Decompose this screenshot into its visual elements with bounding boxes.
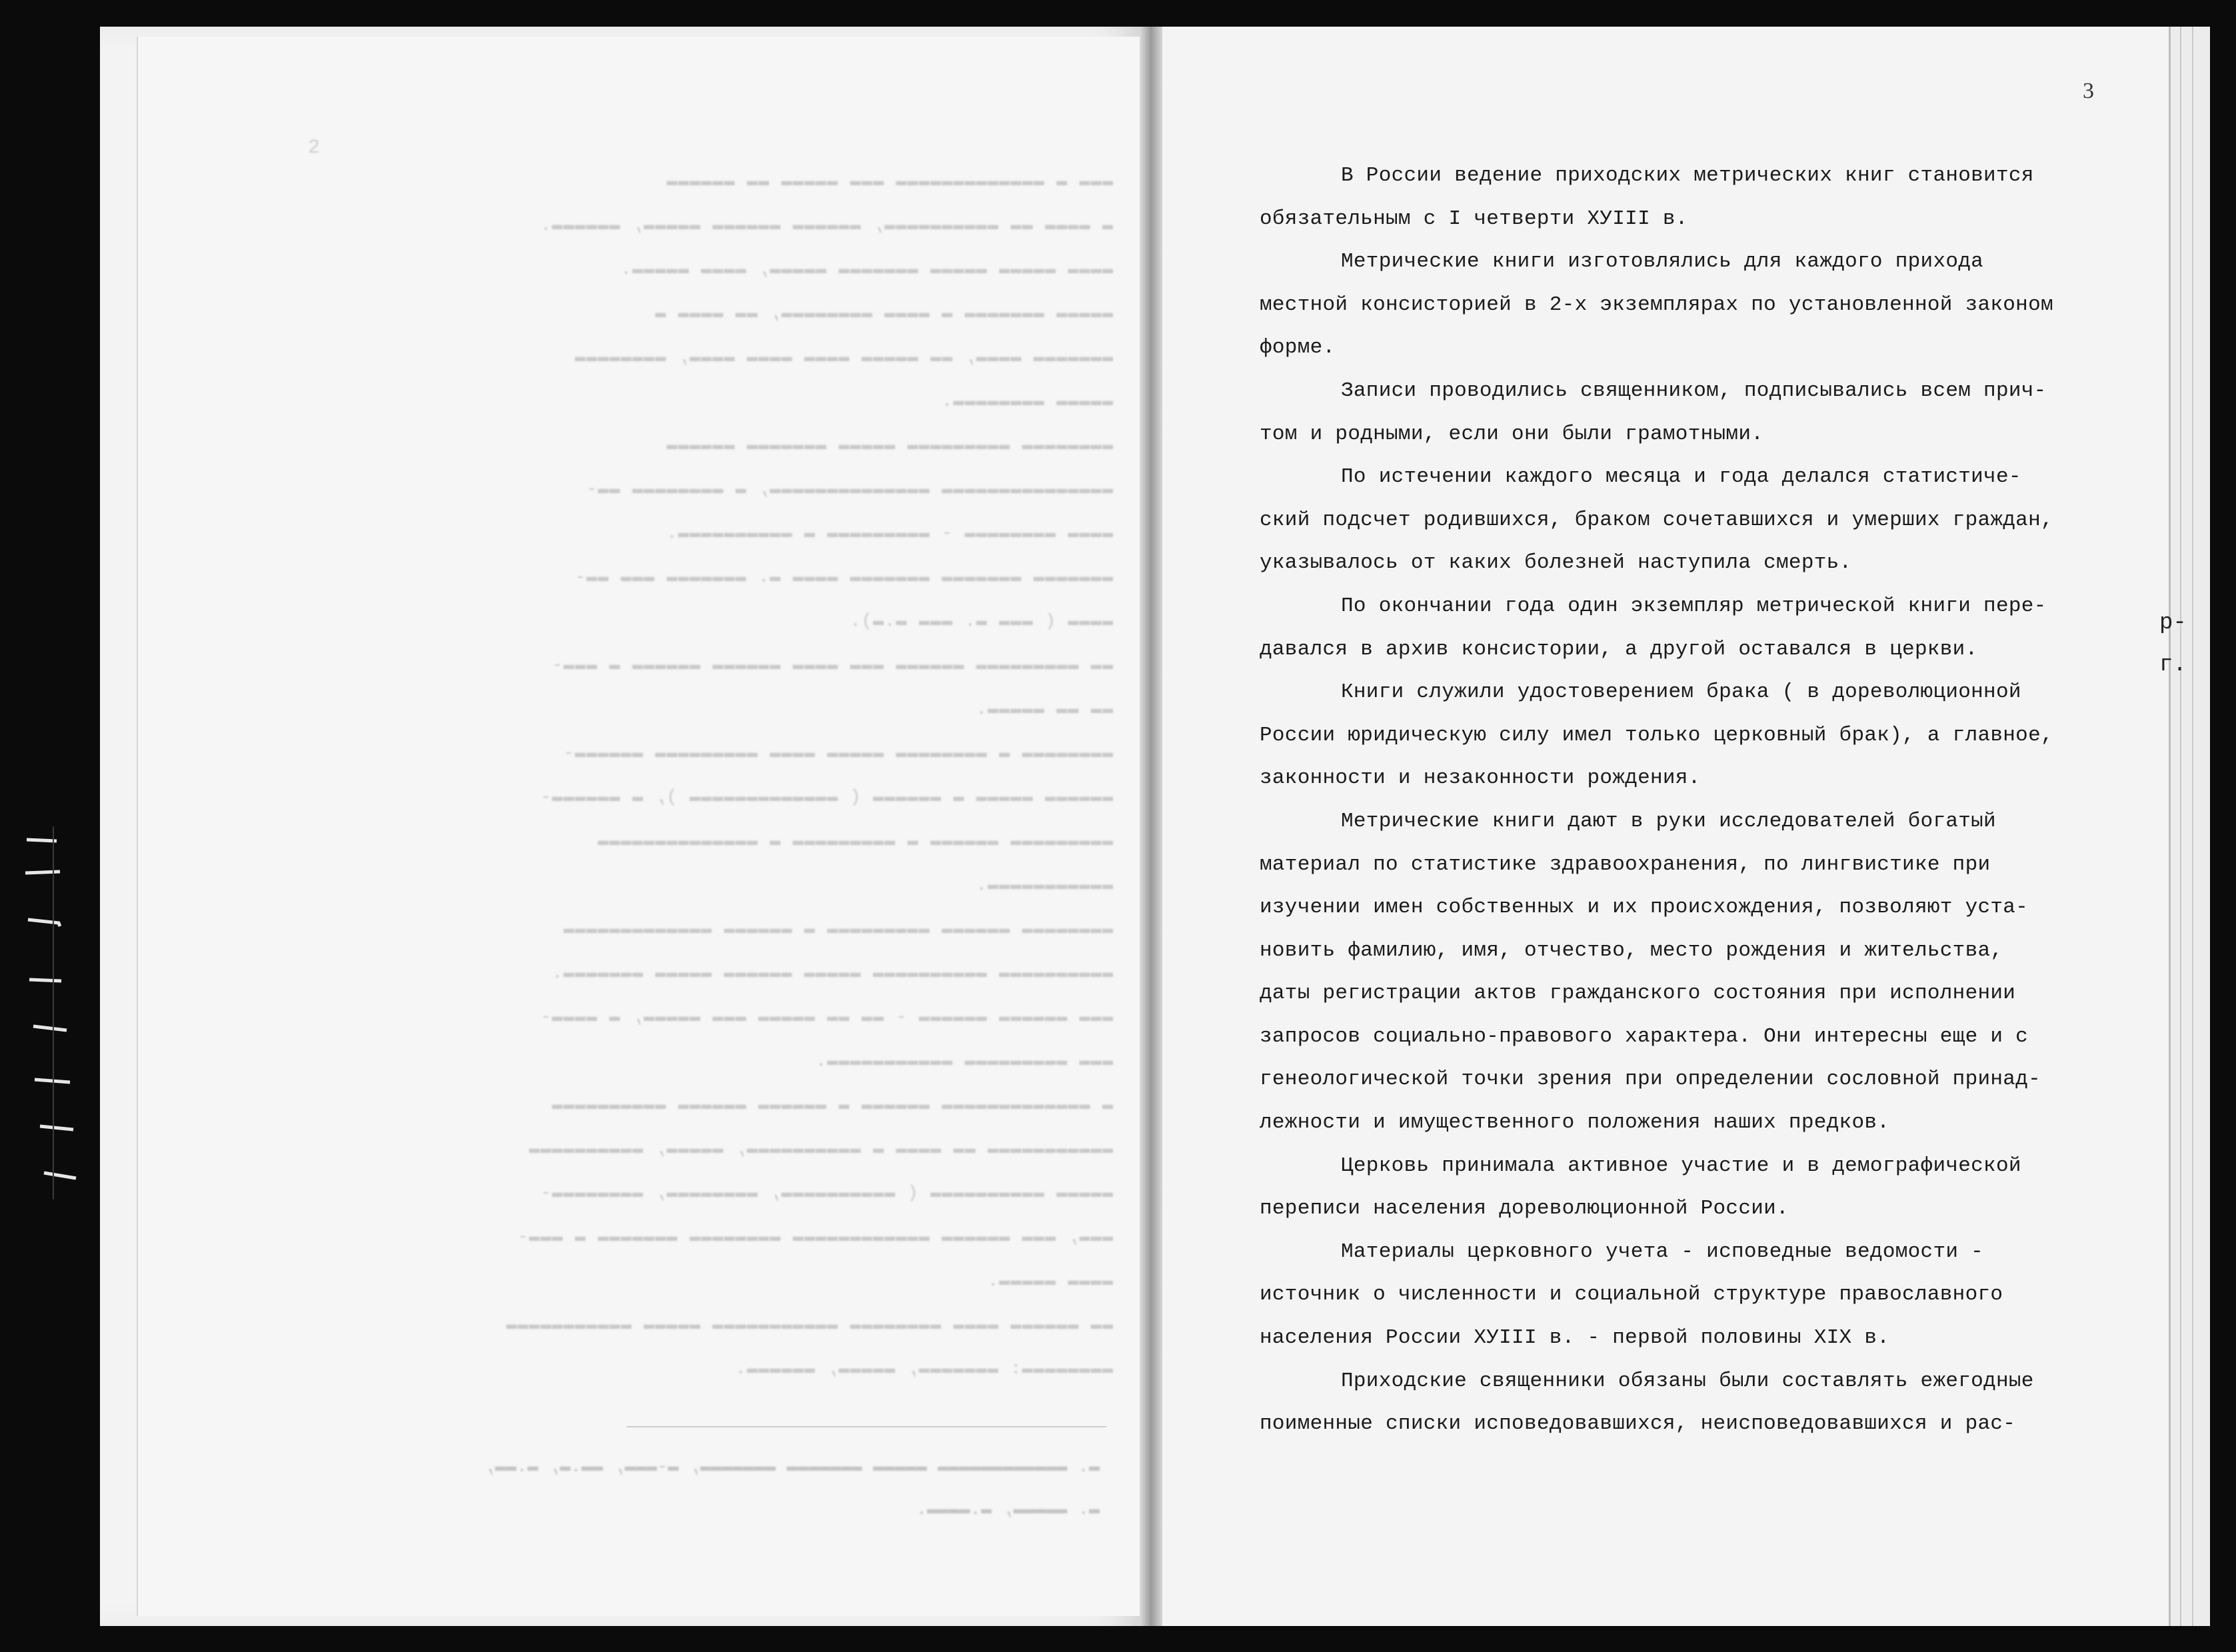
text-line: переписи населения дореволюционной России. bbox=[1260, 1197, 1789, 1221]
text-line: форме. bbox=[1260, 336, 1336, 360]
text-line: указывалось от каких болезней наступила смерть. bbox=[1260, 551, 1852, 575]
text-line: даты регистрации актов гражданского состояния при исполнении bbox=[1260, 982, 2016, 1006]
text-line: новить фамилию, имя, отчество, место рождения и жительства, bbox=[1260, 938, 2003, 962]
sheet-edge-line bbox=[2192, 27, 2193, 1626]
text-line: Приходские священники обязаны были составлять ежегодные bbox=[1341, 1369, 2034, 1393]
text-line: По окончании года один экземпляр метрической книги пере- bbox=[1341, 594, 2047, 618]
text-line: источник о численности и социальной структуре православного bbox=[1260, 1283, 2003, 1307]
sheet-edge-line bbox=[2180, 27, 2181, 1626]
text-line: поименные списки исповедовавшихся, неисповедовавшихся и рас- bbox=[1260, 1412, 2016, 1436]
bleed-through-footnote-rule bbox=[626, 1426, 1106, 1427]
film-edge-marks bbox=[20, 826, 80, 1200]
page-number: 3 bbox=[2083, 79, 2094, 103]
text-line: генеологической точки зрения при определении сословной принад- bbox=[1260, 1068, 2041, 1092]
left-page-number-ghost: 2 bbox=[308, 137, 321, 159]
text-line: населения России ХУIII в. - первой половины XIX в. bbox=[1260, 1326, 1890, 1350]
text-line: Церковь принимала активное участие и в демографической bbox=[1341, 1154, 2021, 1178]
bleed-through-footnotes: ▬. ▬▬▬▬▬▬▬▬▬▬▬▬ ▬▬▬▬▬ ▬▬▬▬▬▬▬ ▬▬▬▬▬▬▬, ▬-▬▬▬, ▬▬.▬, ▬.▬▬, ▬. ▬▬▬▬▬, ▬.▬▬▬▬. bbox=[484, 1457, 1100, 1520]
text-line: России юридическую силу имел только церковный брак), а главное, bbox=[1260, 723, 2053, 747]
text-line: ский подсчет родившихся, браком сочетавшихся и умерших граждан, bbox=[1260, 508, 2053, 532]
text-line: Метрические книги дают в руки исследователей богатый bbox=[1341, 809, 1996, 833]
text-line: том и родными, если они были грамотными. bbox=[1260, 422, 1764, 446]
text-line: Материалы церковного учета - исповедные ведомости - bbox=[1341, 1239, 1984, 1263]
right-page-stack-edge bbox=[2169, 27, 2210, 1626]
text-line: обязательным с I четверти ХУIII в. bbox=[1260, 207, 1688, 231]
book-gutter bbox=[1140, 27, 1162, 1626]
text-line: лежности и имущественного положения наших предков. bbox=[1260, 1111, 1890, 1135]
text-line: Записи проводились священником, подписывались всем прич- bbox=[1341, 379, 2047, 403]
typewritten-body-text bbox=[1260, 155, 2126, 1446]
margin-note-line: г. bbox=[2159, 652, 2187, 678]
text-line: Книги служили удостоверением брака ( в дореволюционной bbox=[1341, 680, 2021, 704]
text-line: В России ведение приходских метрических книг становится bbox=[1341, 164, 2034, 187]
text-line: По истечении каждого месяца и года делался статистиче- bbox=[1341, 465, 2021, 489]
bleed-through-text: ▬▬▬ ▬ ▬▬▬▬▬▬▬▬▬▬▬▬▬ ▬▬▬ ▬▬▬▬▬ ▬▬ ▬▬▬▬▬▬ ▬ ▬▬▬▬ ▬▬ ▬▬▬▬▬▬▬▬▬▬, ▬▬▬▬▬▬ ▬▬▬▬▬▬ ▬▬▬▬▬, ▬▬▬▬▬▬. ▬▬▬▬ ▬▬▬▬▬ ▬▬▬▬▬ ▬▬▬▬▬▬▬ ▬▬▬▬▬, ▬▬▬▬ ▬▬▬▬▬. ▬▬▬▬▬ ▬▬▬▬▬▬▬ ▬ ▬▬▬▬ ▬▬▬▬▬▬▬▬, ▬▬ ▬▬▬▬ ▬ ▬▬▬▬▬▬▬ ▬▬▬▬, ▬▬ ▬▬▬▬▬ ▬▬▬▬ ▬▬▬▬ ▬▬▬▬, ▬▬▬▬▬▬▬▬ ▬▬▬▬▬ ▬▬▬▬▬▬▬▬. ▬▬▬▬▬▬▬▬ ▬▬▬▬▬▬▬▬▬ ▬▬▬▬▬ ▬▬▬▬▬▬▬ ▬▬▬▬▬▬ ▬▬▬▬▬▬▬▬▬▬▬▬▬▬▬ ▬▬▬▬▬▬▬▬▬▬▬▬▬▬, ▬ ▬▬▬▬▬▬▬▬ ▬▬- ▬▬▬▬ ▬▬▬▬▬▬▬▬ - ▬▬▬▬▬▬▬▬▬ ▬ ▬▬▬▬▬▬▬▬▬▬. ▬▬▬▬▬▬▬ ▬▬▬▬▬▬▬ ▬▬▬▬▬▬▬ ▬▬▬▬ ▬. ▬▬▬▬▬▬▬ ▬▬▬ ▬▬- ▬▬▬▬ ( ▬▬▬ ▬. ▬▬▬ ▬.▬). ▬▬ ▬▬▬▬▬▬▬▬▬ ▬▬▬▬▬▬ ▬▬▬ ▬▬▬▬ ▬▬▬▬▬▬ ▬▬▬▬▬▬ ▬ ▬▬▬- ▬▬ ▬▬ ▬▬▬▬▬. ▬▬▬▬▬▬▬▬ ▬ ▬▬▬▬▬▬▬▬ ▬▬▬▬▬ ▬▬▬▬ ▬▬▬▬▬▬▬▬▬ ▬▬▬▬▬▬- ▬▬▬▬▬▬ ▬▬▬▬▬ ▬ ▬▬▬▬▬▬ ( ▬▬▬▬▬▬▬▬▬▬▬▬▬ ), ▬ ▬▬▬▬▬▬- ▬▬▬▬▬▬▬▬▬ ▬▬▬▬▬▬ ▬ ▬▬▬▬▬▬▬▬▬ ▬ ▬▬▬▬▬▬▬▬▬▬▬▬▬▬ ▬▬▬▬▬▬▬▬▬▬▬. ▬▬▬▬▬▬▬▬ ▬▬▬▬▬▬ ▬▬▬▬▬▬▬▬▬ ▬ ▬▬▬▬▬▬ ▬▬▬▬▬▬▬▬▬▬▬▬▬ ▬▬▬▬▬▬▬▬▬▬ ▬▬▬▬▬▬▬▬▬▬ ▬▬▬▬▬ ▬▬▬▬▬▬ ▬▬▬▬▬ ▬▬▬▬▬▬▬. ▬▬▬ ▬▬▬▬▬▬ ▬▬▬▬▬▬ - ▬▬ ▬▬ ▬▬▬▬▬ ▬▬▬ ▬▬▬▬▬, ▬ ▬▬▬▬- ▬▬▬ ▬▬▬▬▬▬▬▬▬ ▬▬▬▬▬▬▬▬▬▬▬. ▬ ▬▬▬▬▬▬▬▬▬▬▬▬▬ ▬▬▬▬▬▬ ▬ ▬▬▬▬▬▬ ▬▬▬▬▬▬ ▬▬▬▬▬▬▬▬▬▬ ▬▬▬▬▬▬▬▬▬▬▬ ▬▬ ▬▬▬▬ ▬ ▬▬▬▬▬▬▬▬▬▬, ▬▬▬▬▬, ▬▬▬▬▬▬▬▬▬▬ ▬▬▬▬▬ ▬▬▬▬▬▬▬▬▬▬ ( ▬▬▬▬▬▬▬▬▬▬, ▬▬▬▬▬▬▬▬, ▬▬▬▬▬▬▬▬- ▬▬▬, ▬▬▬ ▬▬▬▬▬▬ ▬▬▬▬▬▬▬▬▬▬▬▬ ▬▬▬▬▬▬▬▬ ▬▬▬▬▬▬▬ ▬ ▬▬▬- ▬▬▬▬ ▬▬▬▬▬. ▬▬ ▬▬▬▬▬▬ ▬▬▬▬ ▬▬▬▬▬▬▬▬ ▬▬▬▬▬▬▬▬▬▬▬ ▬▬▬▬▬ ▬▬▬▬▬▬▬▬▬▬▬ ▬▬▬▬▬▬▬▬: ▬▬▬▬▬▬▬, ▬▬▬▬▬, ▬▬▬▬▬▬. bbox=[505, 172, 1113, 1379]
text-line: законности и незаконности рождения. bbox=[1260, 766, 1701, 790]
text-line: запросов социально-правового характера. Они интересны еще и с bbox=[1260, 1024, 2029, 1048]
text-line: Метрические книги изготовлялись для каждого прихода bbox=[1341, 250, 1984, 274]
text-line: изучении имен собственных и их происхождения, позволяют уста- bbox=[1260, 896, 2029, 920]
text-line: материал по статистике здравоохранения, по лингвистике при bbox=[1260, 852, 1991, 876]
margin-note-line: р- bbox=[2159, 610, 2187, 636]
text-line: давался в архив консистории, а другой оставался в церкви. bbox=[1260, 637, 1978, 661]
text-line: местной консисторией в 2-х экземплярах по установленной законом bbox=[1260, 293, 2053, 317]
